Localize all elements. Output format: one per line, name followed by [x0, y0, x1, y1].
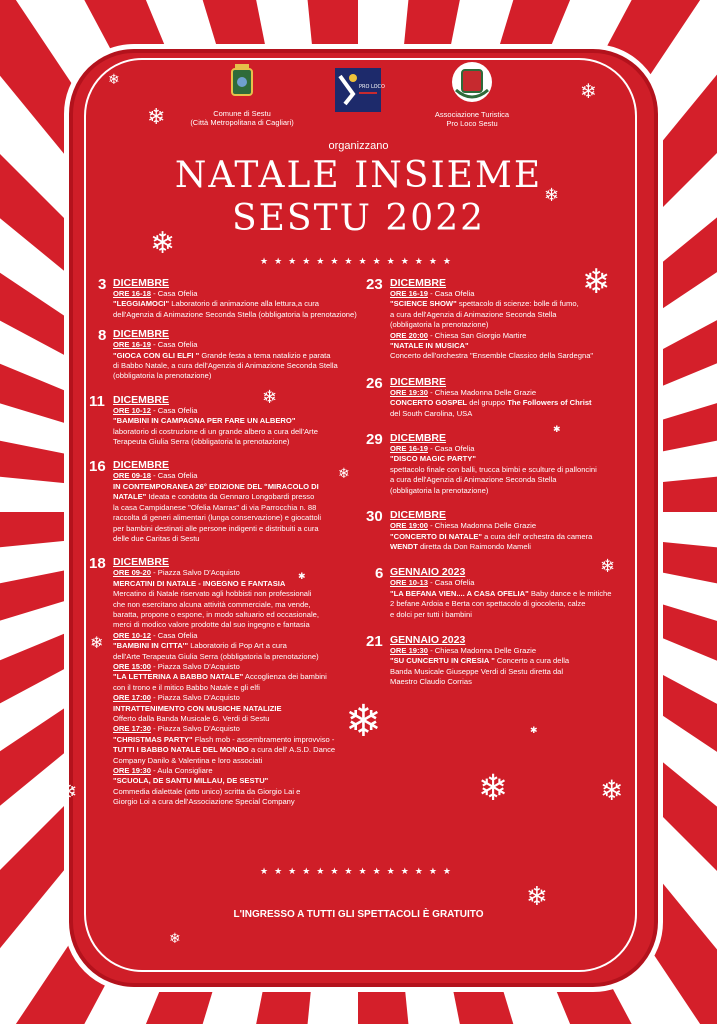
event-line: [390, 542, 627, 552]
event-text: - Casa Ofelia: [428, 578, 475, 588]
event-text: che non esercitano alcuna attività commerciale, ma vende,: [113, 599, 311, 609]
event-line: [113, 631, 360, 641]
event-line: [113, 361, 360, 371]
event-line: [390, 388, 627, 398]
event-time: ORE 16-19: [390, 444, 428, 454]
event-text: Terapeuta Giulia Serra (obbligatoria la prenotazione): [113, 437, 290, 447]
event-text: - Casa Ofelia: [151, 340, 198, 350]
event-day: 18: [89, 555, 106, 573]
snowflake-icon: ❄: [262, 387, 278, 407]
event-line: [113, 437, 360, 447]
event-text: - Casa Ofelia: [428, 444, 475, 454]
event-time: ORE 19:30: [390, 645, 428, 655]
event-line: [113, 652, 360, 662]
event-block: [95, 328, 360, 382]
event-title: MERCATINI DI NATALE - INGEGNO E FANTASIA: [113, 578, 286, 588]
title-line1: NATALE INSIEME: [174, 155, 543, 196]
event-text: - Piazza Salvo D'Acquisto: [151, 693, 240, 703]
event-time: ORE 10-12: [113, 405, 151, 415]
event-day: 8: [98, 327, 107, 345]
event-title: "GIOCA CON GLI ELFI ": [113, 350, 200, 360]
event-text: del South Carolina, USA: [390, 408, 473, 418]
event-block: [95, 277, 360, 320]
title-line2: SESTU 2022: [231, 198, 485, 239]
event-text: Concerto a cura della: [494, 656, 570, 666]
event-line: [113, 482, 360, 492]
event-line: [390, 599, 627, 609]
event-day: 21: [366, 632, 383, 650]
event-line: [113, 416, 360, 426]
event-line: [390, 320, 627, 330]
event-line: [113, 492, 360, 502]
event-text: - Casa Ofelia: [151, 405, 198, 415]
event-time: ORE 10-13: [390, 578, 428, 588]
event-block: [366, 632, 627, 688]
snowflake-icon: ❄: [600, 775, 624, 806]
event-block: [366, 374, 627, 419]
event-month: DICEMBRE: [390, 432, 447, 445]
event-title: INTRATTENIMENTO CON MUSICHE NATALIZIE: [113, 703, 282, 713]
event-month: DICEMBRE: [113, 277, 170, 289]
event-line: [113, 534, 360, 544]
event-line: [113, 406, 360, 416]
event-line: [390, 532, 627, 542]
logo-associazione-turistica: [412, 60, 532, 128]
logo-comune-sestu: [182, 63, 302, 127]
event-text: Laboratorio di Pop Art a cura: [188, 641, 287, 651]
snowflake-icon: ❄: [582, 263, 611, 301]
event-line: [113, 693, 360, 703]
event-text: - Piazza Salvo D'Acquisto: [151, 724, 240, 734]
event-text: Giorgio Loi a cura dell'Associazione Special Company: [113, 797, 295, 807]
logo-left-line2: (Città Metropolitana di Cagliari): [190, 118, 294, 127]
event-text: Grande festa a tema natalizio e parata: [199, 350, 331, 360]
event-line: [113, 735, 360, 745]
event-line: [113, 340, 360, 350]
event-line: [390, 667, 627, 677]
event-day: 23: [366, 276, 383, 293]
event-line: [113, 351, 360, 361]
event-line: [390, 589, 627, 599]
event-title: "LA LETTERINA A BABBO NATALE": [113, 672, 244, 682]
event-title: NATALE": [113, 492, 147, 502]
event-month: DICEMBRE: [113, 556, 170, 569]
event-line: [113, 427, 360, 437]
event-line: [113, 289, 360, 299]
pro-loco-text: PRO LOCO: [359, 84, 385, 90]
event-title: "CONCERTO DI NATALE": [390, 531, 482, 541]
event-day: 16: [89, 458, 106, 476]
left-events-column: [89, 276, 360, 818]
snowflake-icon: ❄: [338, 465, 350, 481]
pro-loco-logo: [335, 68, 385, 112]
event-line: [113, 724, 360, 734]
event-line: [113, 620, 360, 630]
title-stars: ★★★★★★★★★★★★★★: [260, 256, 457, 266]
event-title: "SCUOLA, DE SANTU MILLAU, DE SESTU": [113, 776, 269, 786]
event-text: Accoglienza dei bambini: [243, 672, 327, 682]
event-block: [366, 431, 627, 496]
event-text: - Chiesa Madonna Delle Grazie: [428, 521, 537, 531]
event-line: [390, 454, 627, 464]
event-line: [113, 371, 360, 381]
event-text: Baby dance e le mitiche: [528, 588, 612, 598]
right-events-column: [366, 276, 627, 688]
event-line: [390, 578, 627, 588]
event-day: 26: [366, 374, 383, 392]
event-title: "LEGGIAMOCI": [113, 299, 170, 309]
event-month: DICEMBRE: [113, 393, 170, 406]
event-text: diretta da Don Raimondo Mameli: [417, 541, 531, 551]
event-text: - Casa Ofelia: [151, 471, 198, 481]
snowflake-icon: ❄: [526, 881, 548, 911]
event-day: 6: [375, 565, 384, 583]
event-line: [113, 471, 360, 481]
snowflake-icon: ❄: [90, 635, 104, 652]
event-line: [390, 444, 627, 454]
event-day: 3: [98, 276, 107, 293]
event-line: [113, 787, 360, 797]
event-title: "CHRISTMAS PARTY": [113, 734, 193, 744]
event-text: dell'Arte Terapeuta Giulia Serra (obbligatoria la prenotazione): [113, 651, 319, 661]
event-time: ORE 09-18: [113, 471, 151, 481]
event-time: ORE 15:00: [113, 661, 151, 671]
event-text: (obbligatoria la prenotazione): [390, 320, 489, 330]
event-text: delle due Caritas di Sestu: [113, 533, 200, 543]
event-line: [113, 662, 360, 672]
event-block: [89, 555, 360, 807]
snowflake-icon: ❄: [544, 185, 560, 205]
snowflake-icon: ❄: [169, 930, 181, 946]
event-month: GENNAIO 2023: [390, 633, 466, 646]
event-text: baratta, propone o espone, in modo saltuario ed occasionale,: [113, 609, 320, 619]
event-line: [390, 656, 627, 666]
event-line: [113, 797, 360, 807]
event-text: - Casa Ofelia: [151, 289, 198, 298]
event-line: [113, 579, 360, 589]
event-month: DICEMBRE: [390, 277, 447, 289]
event-text: con il trono e il mitico Babbo Natale e gli elfi: [113, 682, 260, 692]
event-time: ORE 19:30: [390, 387, 428, 397]
snowflake-icon: ❄: [600, 556, 616, 576]
event-text: - Aula Consigliare: [151, 766, 213, 776]
event-title: "SU CUNCERTU IN CRESIA ": [390, 656, 495, 666]
event-line: [113, 641, 360, 651]
event-line: [113, 745, 360, 755]
event-line: [390, 341, 627, 351]
event-line: [390, 310, 627, 320]
event-text: dell'Agenzia di Animazione Seconda Stella (obbligatoria la prenotazione): [113, 309, 357, 319]
event-line: [390, 398, 627, 408]
event-month: DICEMBRE: [390, 375, 447, 388]
event-line: [390, 409, 627, 419]
event-block: [89, 458, 360, 544]
event-text: 2 befane Ardoia e Berta con spettacolo di giocoleria, calze: [390, 599, 586, 609]
event-title: "LA BEFANA VIEN.... A CASA OFELIA": [390, 588, 529, 598]
event-text: per bambini destinati alle persone indigenti e distribuiti a cura: [113, 523, 319, 533]
event-text: Laboratorio di animazione alla lettura,a cura: [169, 299, 319, 309]
event-month: GENNAIO 2023: [390, 566, 466, 579]
event-text: Maestro Claudio Corrias: [390, 677, 472, 687]
event-line: [113, 683, 360, 693]
event-title: IN CONTEMPORANEA 26° EDIZIONE DEL "MIRACOLO DI: [113, 481, 319, 491]
snowflake-icon: ❄: [580, 81, 597, 103]
event-text: Banda Musicale Giuseppe Verdi di Sestu diretta dal: [390, 666, 564, 676]
event-text: - Chiesa Madonna Delle Grazie: [428, 645, 537, 655]
event-title: The Followers of Christ: [507, 398, 592, 408]
event-day: 11: [89, 392, 105, 410]
logo-left-line1: Comune di Sestu: [213, 109, 271, 118]
event-title: TUTTI I BABBO NATALE DEL MONDO: [113, 745, 249, 755]
event-line: [113, 299, 360, 309]
event-text: Commedia dialettale (atto unico) scritta da Giorgio Lai e: [113, 786, 301, 796]
event-line: [113, 524, 360, 534]
event-text: Company Danilo & Valentina e loro associati: [113, 755, 263, 765]
event-line: [113, 714, 360, 724]
event-text: - Chiesa San Giorgio Martire: [428, 330, 527, 340]
event-line: [113, 589, 360, 599]
event-text: Ideata e condotta da Gennaro Longobardi presso: [146, 492, 315, 502]
event-time: ORE 16-19: [390, 289, 428, 298]
snowflake-icon: ❄: [345, 697, 382, 746]
event-line: [113, 503, 360, 513]
event-time: ORE 17:00: [113, 693, 151, 703]
event-time: ORE 10-12: [113, 630, 151, 640]
event-line: [113, 610, 360, 620]
event-text: a cura dell' orchestra da camera: [482, 531, 593, 541]
event-line: [113, 600, 360, 610]
snowflake-icon: ✱: [298, 571, 306, 581]
event-text: - Casa Ofelia: [151, 630, 198, 640]
event-line: [390, 646, 627, 656]
event-text: Concerto dell'orchestra "Ensemble Classico della Sardegna": [390, 351, 594, 361]
organizzano-label: organizzano: [328, 140, 389, 152]
event-line: [390, 521, 627, 531]
event-day: 29: [366, 431, 383, 449]
event-line: [113, 766, 360, 776]
event-line: [113, 310, 360, 320]
event-line: [390, 677, 627, 687]
event-text: (obbligatoria la prenotazione): [113, 371, 212, 381]
event-title: "DISCO MAGIC PARTY": [390, 454, 476, 464]
event-text: del gruppo: [467, 398, 508, 408]
event-line: [113, 513, 360, 523]
event-line: [390, 486, 627, 496]
event-text: - Piazza Salvo D'Acquisto: [151, 568, 240, 578]
snowflake-icon: ❄: [147, 104, 166, 129]
event-text: a cura dell'Agenzia di Animazione Seconda Stella: [390, 309, 557, 319]
event-line: [390, 465, 627, 475]
event-text: - Chiesa Madonna Delle Grazie: [428, 387, 537, 397]
event-time: ORE 09-20: [113, 568, 151, 578]
event-title: "BAMBINI IN CITTA'": [113, 641, 189, 651]
event-text: a cura dell'Agenzia di Animazione Seconda Stella: [390, 475, 557, 485]
event-line: [390, 351, 627, 361]
event-time: ORE 16-19: [113, 340, 151, 350]
bottom-stars: ★★★★★★★★★★★★★★: [260, 866, 457, 876]
event-time: ORE 17:30: [113, 724, 151, 734]
event-block: [89, 392, 360, 448]
event-text: Mercatino di Natale riservato agli hobbisti non professionali: [113, 589, 312, 599]
event-time: ORE 19:30: [113, 766, 151, 776]
snowflake-icon: ✱: [553, 424, 561, 434]
event-line: [113, 672, 360, 682]
event-text: laboratorio di costruzione di un grande albero a cura dell'Arte: [113, 426, 318, 436]
event-line: [390, 610, 627, 620]
event-text: - Casa Ofelia: [428, 289, 475, 298]
event-month: DICEMBRE: [390, 509, 447, 522]
event-text: di Babbo Natale, a cura dell'Agenzia di Animazione Seconda Stella: [113, 361, 338, 371]
snowflake-icon: ❄: [150, 227, 176, 260]
event-text: la casa Campidanese "Ofelia Marras" di via Parrocchia n. 88: [113, 502, 317, 512]
event-text: e dolci per tutti i bambini: [390, 609, 472, 619]
crest-icon: [450, 60, 494, 104]
event-time: ORE 16-18: [113, 289, 151, 298]
snowflake-icon: ❄: [478, 767, 509, 808]
event-title: CONCERTO GOSPEL: [390, 398, 468, 408]
event-block: [366, 508, 627, 552]
logo-right-line1: Associazione Turistica: [434, 110, 510, 119]
event-line: [390, 475, 627, 485]
crest-icon: [229, 63, 255, 103]
event-text: - Piazza Salvo D'Acquisto: [151, 661, 240, 671]
event-text: merci di modico valore prodotte dal suo ingegno e fantasia: [113, 620, 310, 630]
event-line: [113, 704, 360, 714]
event-text: Offerto dalla Banda Musicale G. Verdi di Sestu: [113, 714, 270, 723]
logo-pro-loco: [333, 68, 383, 114]
event-title: WENDT: [390, 541, 418, 551]
event-line: [390, 331, 627, 341]
snowflake-icon: ❄: [108, 71, 120, 87]
event-text: a cura dell' A.S.D. Dance: [248, 745, 336, 755]
event-time: ORE 19:00: [390, 521, 428, 531]
event-line: [113, 756, 360, 766]
event-title: "BAMBINI IN CAMPAGNA PER FARE UN ALBERO": [113, 416, 296, 426]
event-text: (obbligatoria la prenotazione): [390, 485, 489, 495]
event-text: Flash mob - assembramento improvviso -: [192, 734, 335, 744]
event-text: spettacolo finale con balli, trucca bimbi e sculture di palloncini: [390, 464, 597, 474]
snowflake-icon: ❄: [59, 779, 78, 804]
free-entry-notice: L'INGRESSO A TUTTI GLI SPETTACOLI È GRATUITO: [233, 909, 484, 920]
event-line: [113, 568, 360, 578]
event-time: ORE 20:00: [390, 330, 428, 340]
event-line: [113, 776, 360, 786]
event-day: 30: [366, 508, 383, 526]
event-text: spettacolo di scienze: bolle di fumo,: [456, 299, 579, 309]
logo-right-line2: Pro Loco Sestu: [446, 119, 498, 128]
event-title: "SCIENCE SHOW": [390, 299, 457, 309]
event-month: DICEMBRE: [113, 328, 170, 341]
event-title: "NATALE IN MUSICA": [390, 341, 469, 351]
event-month: DICEMBRE: [113, 459, 170, 472]
snowflake-icon: ✱: [530, 725, 538, 735]
event-block: [372, 566, 627, 620]
event-text: raccolta di generi alimentari (lunga conservazione) e giocattoli: [113, 513, 322, 523]
